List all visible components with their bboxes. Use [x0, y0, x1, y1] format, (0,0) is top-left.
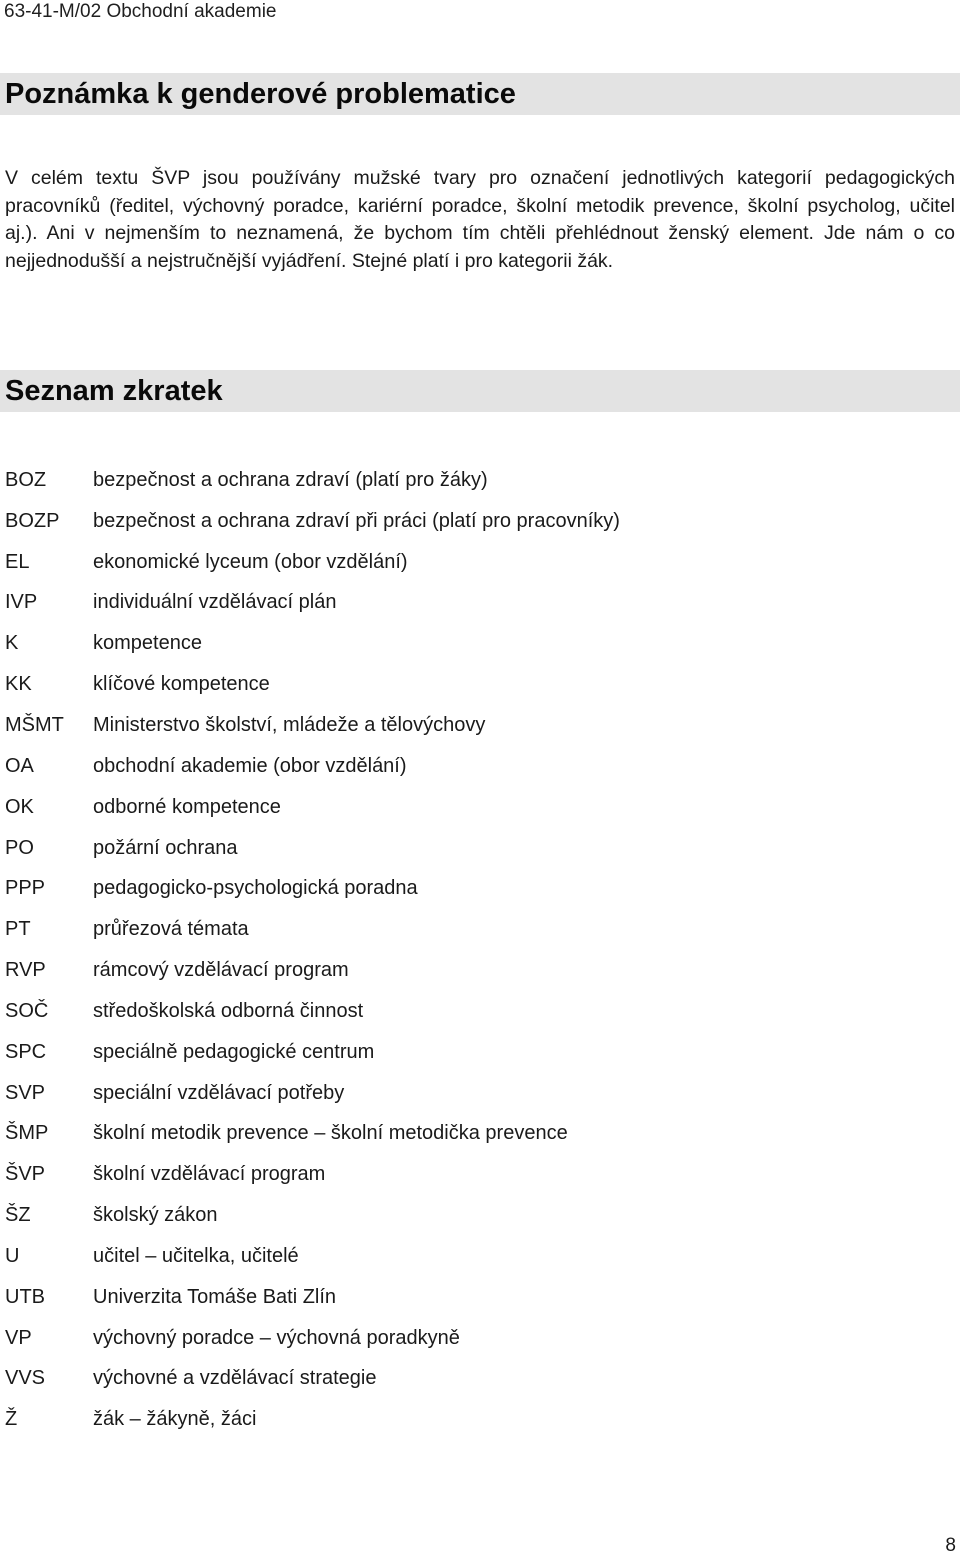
abbreviation-row	[5, 1236, 945, 1277]
abbreviation-meaning: bezpečnost a ochrana zdraví (platí pro žáky)	[93, 468, 488, 491]
abbreviation-meaning: klíčové kompetence	[93, 673, 270, 696]
abbreviation-code: ŠVP	[5, 1163, 46, 1186]
abbreviation-meaning: Ministerstvo školství, mládeže a tělovýchovy	[93, 713, 486, 736]
abbreviation-code: ŠMP	[5, 1122, 49, 1145]
abbreviation-meaning: průřezová témata	[93, 918, 249, 941]
abbreviation-row	[5, 1032, 945, 1073]
abbreviation-code: OK	[5, 795, 34, 818]
abbreviation-code: SOČ	[5, 999, 49, 1022]
abbreviation-code: MŠMT	[5, 713, 64, 736]
abbreviation-row	[5, 542, 945, 583]
abbreviation-row	[5, 1399, 945, 1440]
abbreviation-code: KK	[5, 673, 32, 696]
abbreviation-row	[5, 1359, 945, 1400]
abbreviation-meaning: výchovný poradce – výchovná poradkyně	[93, 1326, 460, 1349]
abbreviation-row	[5, 1277, 945, 1318]
abbreviation-meaning: požární ochrana	[93, 836, 238, 859]
abbreviation-code: U	[5, 1244, 20, 1267]
abbreviation-meaning: speciální vzdělávací potřeby	[93, 1081, 345, 1104]
abbreviation-row	[5, 623, 945, 664]
abbreviation-meaning: speciálně pedagogické centrum	[93, 1040, 375, 1063]
abbreviation-row	[5, 1114, 945, 1155]
abbreviation-meaning: individuální vzdělávací plán	[93, 591, 337, 614]
abbreviation-row	[5, 583, 945, 624]
abbreviation-row	[5, 746, 945, 787]
abbreviation-code: BOZ	[5, 468, 47, 491]
abbreviation-meaning: školní metodik prevence – školní metodička prevence	[93, 1122, 568, 1145]
abbreviation-meaning: školní vzdělávací program	[93, 1163, 326, 1186]
abbreviation-code: PT	[5, 918, 31, 941]
abbreviation-code: K	[5, 632, 19, 655]
abbreviation-row	[5, 950, 945, 991]
abbreviation-row	[5, 1195, 945, 1236]
abbreviation-row	[5, 787, 945, 828]
abbreviation-code: RVP	[5, 959, 46, 982]
page-number: 8	[945, 1535, 956, 1556]
abbreviation-meaning: ekonomické lyceum (obor vzdělání)	[93, 550, 408, 573]
abbreviation-code: PPP	[5, 877, 46, 900]
abbreviation-code: ŠZ	[5, 1204, 31, 1227]
abbreviation-code: SPC	[5, 1040, 47, 1063]
abbreviation-meaning: výchovné a vzdělávací strategie	[93, 1367, 377, 1390]
abbreviation-meaning: Univerzita Tomáše Bati Zlín	[93, 1285, 337, 1308]
abbreviation-meaning: bezpečnost a ochrana zdraví při práci (platí pro pracovníky)	[93, 509, 620, 532]
abbreviation-code: OA	[5, 754, 34, 777]
abbreviation-meaning: pedagogicko-psychologická poradna	[93, 877, 418, 900]
abbreviation-meaning: kompetence	[93, 632, 202, 655]
abbreviation-code: SVP	[5, 1081, 46, 1104]
abbreviation-row	[5, 909, 945, 950]
abbreviation-row	[5, 501, 945, 542]
abbreviation-meaning: odborné kompetence	[93, 795, 281, 818]
abbreviation-row	[5, 828, 945, 869]
abbreviation-meaning: obchodní akademie (obor vzdělání)	[93, 754, 407, 777]
gender-note-paragraph: V celém textu ŠVP jsou používány mužské tvary pro označení jednotlivých kategorií pedagogických pracovníků (ředitel, výchovný poradce, kariérní poradce, školní metodik prevence, školní psycholog, učitel aj.). Ani v nejmenším to neznamená, že bychom tím chtěli přehlédnout ženský element. Jde nám o co nejjednodušší a nejstručnější vyjádření. Stejné platí i pro kategorii žák.	[5, 167, 955, 273]
abbreviation-code: VVS	[5, 1367, 46, 1390]
abbreviation-code: EL	[5, 550, 30, 573]
abbreviation-row	[5, 868, 945, 909]
abbreviation-code: BOZP	[5, 509, 60, 532]
running-header: 63-41-M/02 Obchodní akademie	[4, 1, 277, 22]
abbreviation-row	[5, 1318, 945, 1359]
abbreviation-meaning: žák – žákyně, žáci	[93, 1408, 257, 1431]
abbreviation-meaning: učitel – učitelka, učitelé	[93, 1244, 299, 1267]
abbreviation-row	[5, 1154, 945, 1195]
abbreviation-code: UTB	[5, 1285, 45, 1308]
abbreviation-row	[5, 705, 945, 746]
abbreviation-row	[5, 664, 945, 705]
abbreviation-row	[5, 991, 945, 1032]
abbreviation-meaning: rámcový vzdělávací program	[93, 959, 349, 982]
abbreviations-heading: Seznam zkratek	[0, 370, 960, 412]
abbreviation-meaning: školský zákon	[93, 1204, 218, 1227]
abbreviation-meaning: středoškolská odborná činnost	[93, 999, 364, 1022]
abbreviation-code: IVP	[5, 591, 38, 614]
abbreviation-code: VP	[5, 1326, 32, 1349]
abbreviation-row	[5, 460, 945, 501]
gender-note-heading: Poznámka k genderové problematice	[0, 73, 960, 115]
abbreviation-code: Ž	[5, 1408, 18, 1431]
abbreviation-code: PO	[5, 836, 34, 859]
abbreviation-row	[5, 1073, 945, 1114]
abbreviation-list	[5, 460, 945, 1440]
